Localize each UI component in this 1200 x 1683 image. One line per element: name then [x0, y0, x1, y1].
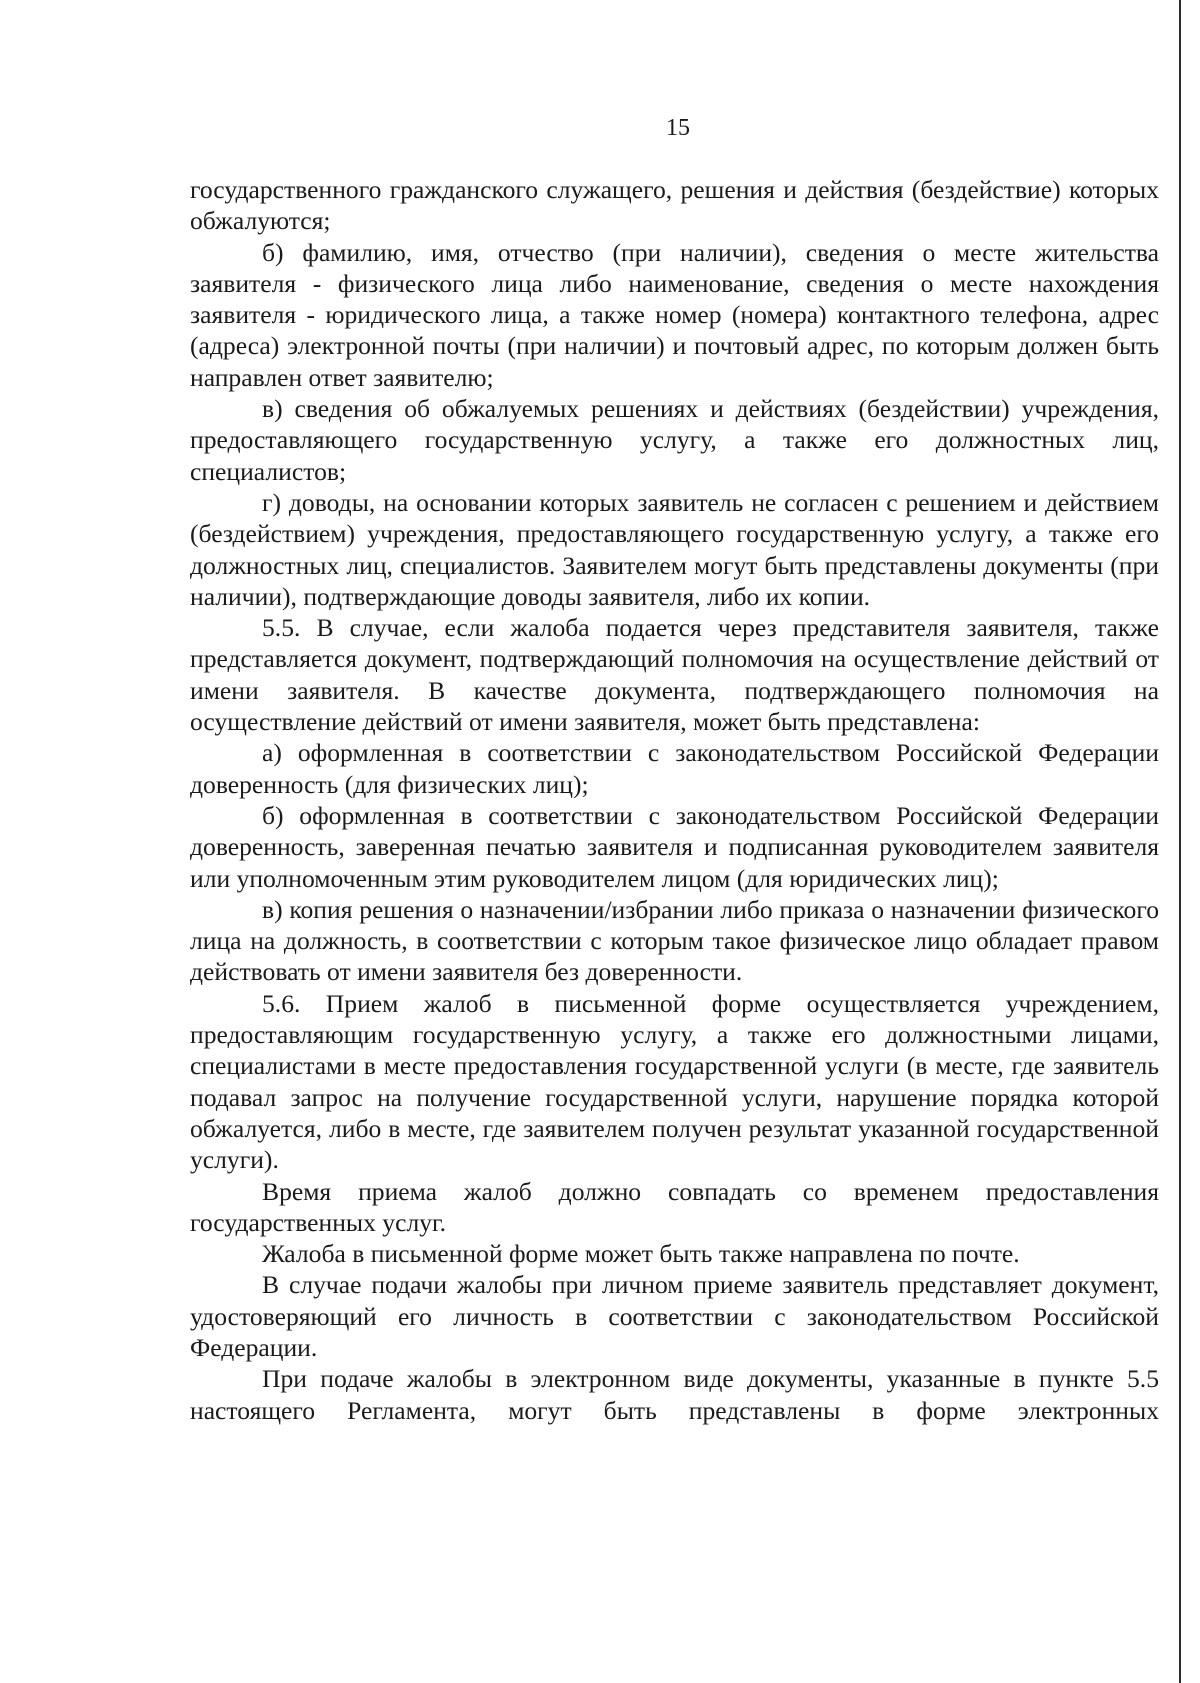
paragraph-item-a-power-of-attorney-individuals: а) оформленная в соответствии с законодательством Российской Федерации доверенность (для физических лиц); — [190, 738, 1159, 799]
paragraph-by-mail: Жалоба в письменной форме может быть также направлена по почте. — [262, 1239, 1020, 1269]
paragraph-personal-reception: В случае подачи жалобы при личном приеме заявитель представляет документ, удостоверяющий его личность в соответствии с законодательством Российской Федерации. — [190, 1270, 1159, 1362]
paragraph-section-5-5: 5.5. В случае, если жалоба подается через представителя заявителя, также представляется документ, подтверждающий полномочия на осуществление действий от имени заявителя. В качестве документа, подтверждающего полномочия на осуществление действий от имени заявителя, может быть представлена: — [190, 613, 1159, 737]
page-number: 15 — [666, 115, 690, 141]
paragraph-electronic-submission: При подаче жалобы в электронном виде документы, указанные в пункте 5.5 настоящего Регламента, могут быть представлены в форме электронных — [190, 1364, 1159, 1425]
paragraph-item-b-applicant-details: б) фамилию, имя, отчество (при наличии), сведения о месте жительства заявителя - физического лица либо наименование, сведения о месте нахождения заявителя - юридического лица, а также номер (номера) контактного телефона, адрес (адреса) электронной почты (при наличии) и почтовый адрес, по которым должен быть направлен ответ заявителю; — [190, 237, 1159, 392]
paragraph-section-5-6: 5.6. Прием жалоб в письменной форме осуществляется учреждением, предоставляющим государственную услугу, а также его должностными лицами, специалистами в месте предоставления государственной услуги (в месте, где заявитель подавал запрос на получение государственной услуги, нарушение порядка которой обжалуется, либо в месте, где заявителем получен результат указанной государственной услуги). — [190, 988, 1159, 1175]
paragraph-item-g-arguments: г) доводы, на основании которых заявитель не согласен с решением и действием (бездействием) учреждения, предоставляющего государственную услугу, а также его должностных лиц, специалистов. Заявителем могут быть представлены документы (при наличии), подтверждающие доводы заявителя, либо их копии. — [190, 487, 1159, 611]
paragraph-item-v-appealed-decisions: в) сведения об обжалуемых решениях и действиях (бездействии) учреждения, предоставляющего государственную услугу, а также его должностных лиц, специалистов; — [190, 394, 1159, 486]
document-body — [190, 174, 1159, 1426]
paragraph-reception-time: Время приема жалоб должно совпадать со временем предоставления государственных услуг. — [190, 1176, 1159, 1237]
scan-edge-line — [1179, 0, 1181, 1683]
paragraph-continuation: государственного гражданского служащего, решения и действия (бездействие) которых обжалуются; — [190, 175, 1159, 236]
paragraph-item-v-copy-of-decision: в) копия решения о назначении/избрании либо приказа о назначении физического лица на должность, в соответствии с которым такое физическое лицо обладает правом действовать от имени заявителя без доверенности. — [190, 894, 1159, 987]
paragraph-item-b-power-of-attorney-legal-entities: б) оформленная в соответствии с законодательством Российской Федерации доверенность, заверенная печатью заявителя и подписанная руководителем заявителя или уполномоченным этим руководителем лицом (для юридических лиц); — [190, 800, 1159, 893]
